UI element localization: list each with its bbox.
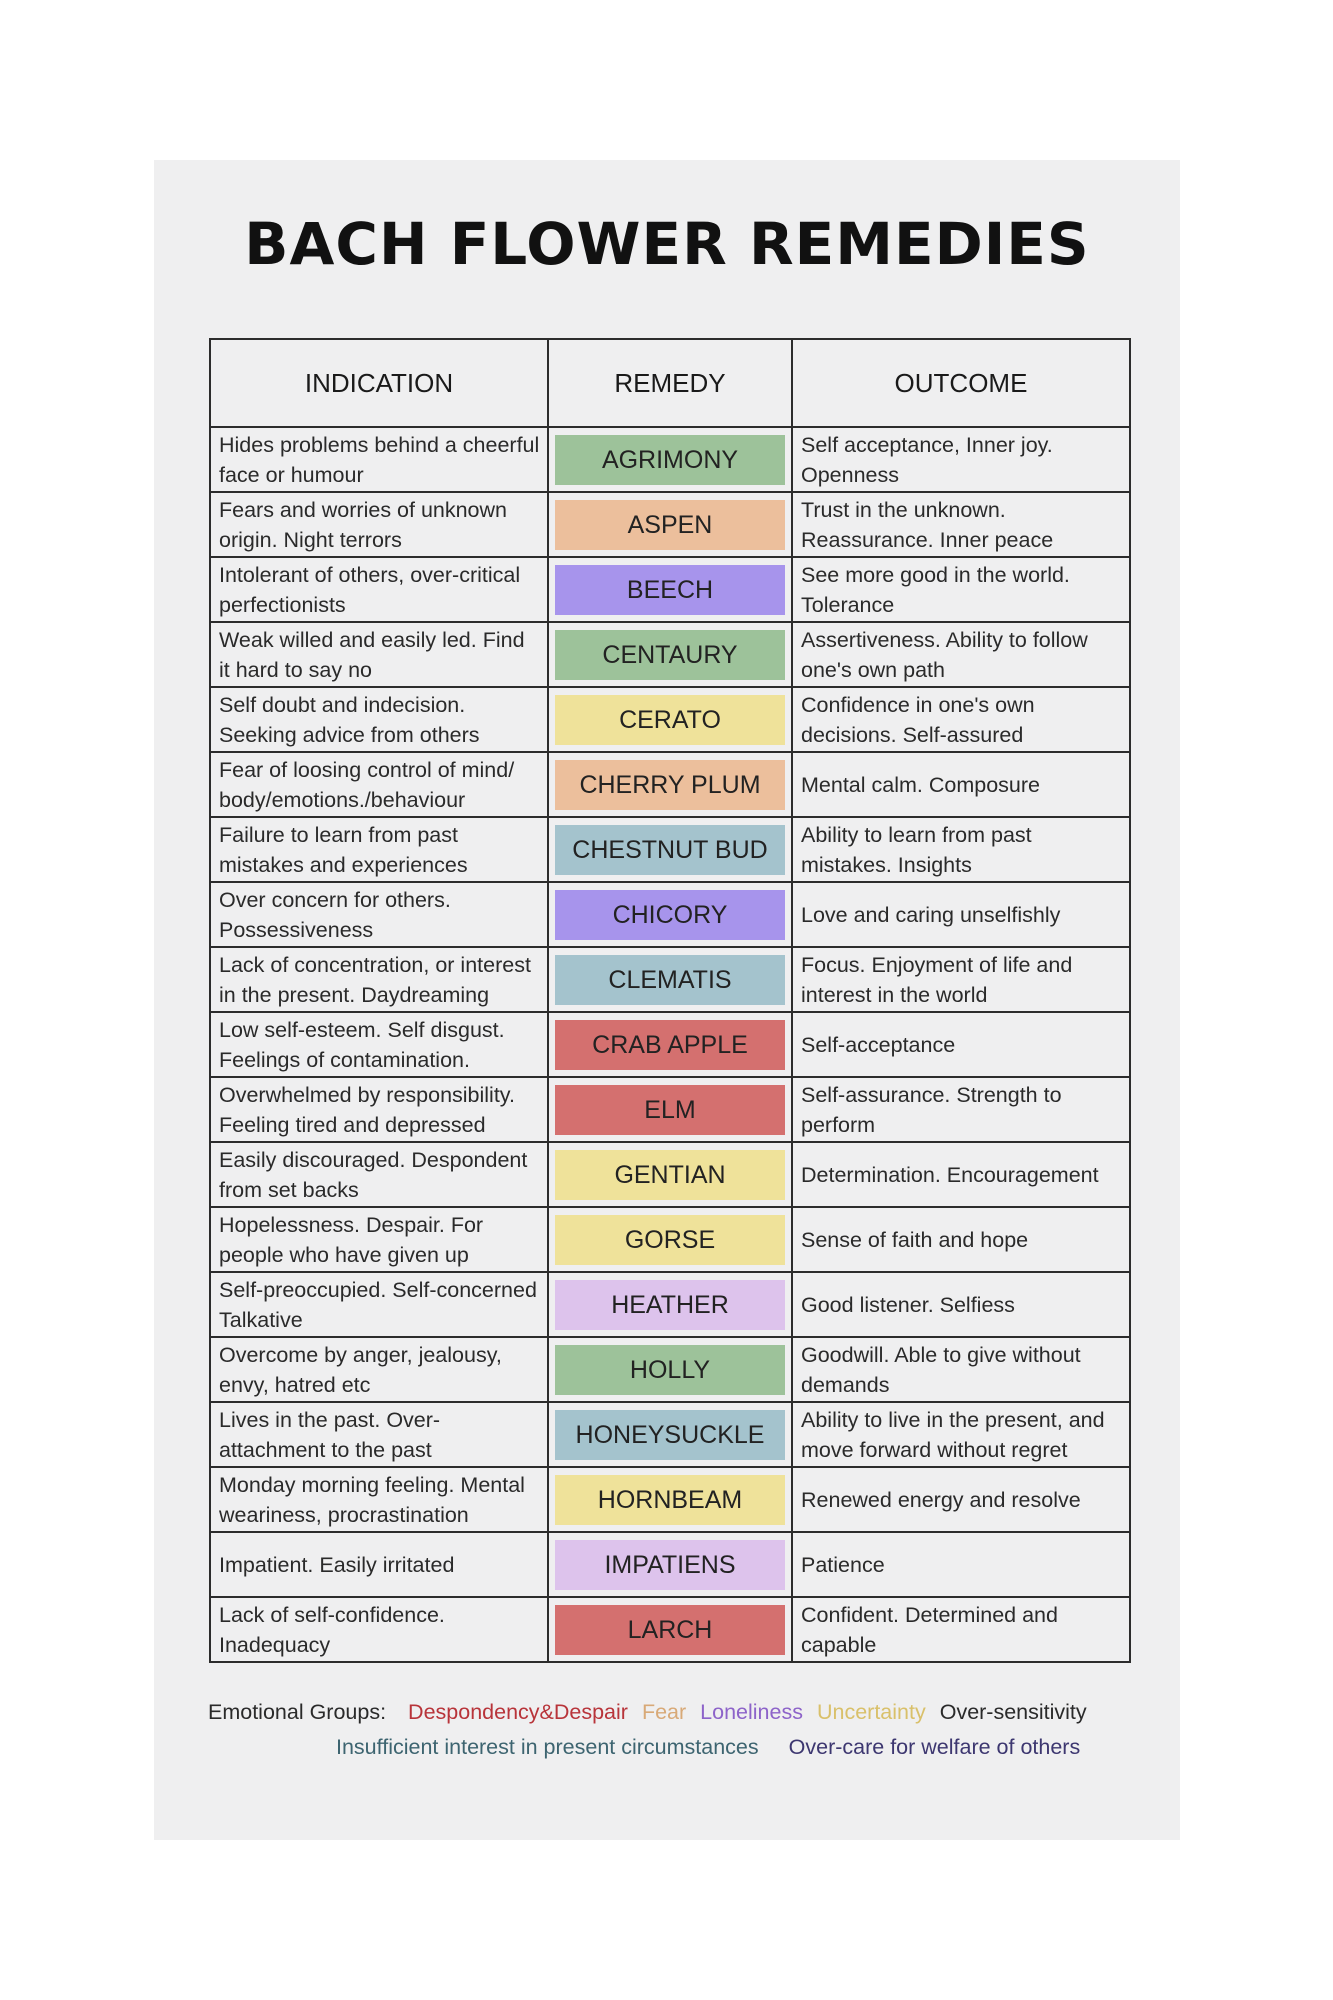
indication-cell: Intolerant of others, over-critical perfectionists xyxy=(210,557,548,622)
remedy-cell xyxy=(548,947,792,1012)
remedy-label: CRAB APPLE xyxy=(555,1020,785,1070)
column-header-remedy: REMEDY xyxy=(548,339,792,427)
indication-cell: Weak willed and easily led. Find it hard to say no xyxy=(210,622,548,687)
remedy-label: CERATO xyxy=(555,695,785,745)
table-row xyxy=(210,427,1130,492)
remedy-cell xyxy=(548,1337,792,1402)
table-row xyxy=(210,1207,1130,1272)
outcome-cell: Self acceptance, Inner joy. Openness xyxy=(792,427,1130,492)
indication-cell: Lack of concentration, or interest in the present. Daydreaming xyxy=(210,947,548,1012)
outcome-cell: Good listener. Selfiess xyxy=(792,1272,1130,1337)
remedy-cell xyxy=(548,687,792,752)
outcome-cell: Goodwill. Able to give without demands xyxy=(792,1337,1130,1402)
indication-cell: Easily discouraged. Despondent from set backs xyxy=(210,1142,548,1207)
legend-label: Emotional Groups: xyxy=(208,1700,387,1724)
table-row xyxy=(210,882,1130,947)
indication-cell: Impatient. Easily irritated xyxy=(210,1532,548,1597)
table-row xyxy=(210,492,1130,557)
indication-cell: Lack of self-confidence. Inadequacy xyxy=(210,1597,548,1662)
remedy-label: CHERRY PLUM xyxy=(555,760,785,810)
remedy-cell xyxy=(548,1142,792,1207)
outcome-cell: Self-assurance. Strength to perform xyxy=(792,1077,1130,1142)
indication-cell: Over concern for others. Possessiveness xyxy=(210,882,548,947)
remedy-cell xyxy=(548,622,792,687)
outcome-cell: Mental calm. Composure xyxy=(792,752,1130,817)
indication-cell: Lives in the past. Over-attachment to the past xyxy=(210,1402,548,1467)
table-row xyxy=(210,1597,1130,1662)
legend-group: Despondency&Despair xyxy=(408,1700,628,1724)
remedy-cell xyxy=(548,1532,792,1597)
outcome-cell: Focus. Enjoyment of life and interest in the world xyxy=(792,947,1130,1012)
remedy-cell xyxy=(548,817,792,882)
column-header-outcome: OUTCOME xyxy=(792,339,1130,427)
outcome-cell: Patience xyxy=(792,1532,1130,1597)
outcome-cell: Determination. Encouragement xyxy=(792,1142,1130,1207)
legend-row xyxy=(208,1700,1101,1725)
table-row xyxy=(210,1337,1130,1402)
legend-group: Fear xyxy=(641,1700,687,1724)
remedy-cell xyxy=(548,1467,792,1532)
table-row xyxy=(210,947,1130,1012)
remedy-cell xyxy=(548,882,792,947)
remedy-label: GORSE xyxy=(555,1215,785,1265)
remedy-label: IMPATIENS xyxy=(555,1540,785,1590)
table-row xyxy=(210,622,1130,687)
outcome-cell: See more good in the world. Tolerance xyxy=(792,557,1130,622)
indication-cell: Failure to learn from past mistakes and experiences xyxy=(210,817,548,882)
remedy-label: CHICORY xyxy=(555,890,785,940)
legend-group: Loneliness xyxy=(700,1700,803,1724)
remedy-label: GENTIAN xyxy=(555,1150,785,1200)
remedy-cell xyxy=(548,1597,792,1662)
remedy-cell xyxy=(548,557,792,622)
remedy-cell xyxy=(548,1077,792,1142)
legend-group: Uncertainty xyxy=(816,1700,926,1724)
indication-cell: Overwhelmed by responsibility. Feeling tired and depressed xyxy=(210,1077,548,1142)
table-row xyxy=(210,1532,1130,1597)
remedy-cell xyxy=(548,1402,792,1467)
table-row xyxy=(210,1467,1130,1532)
outcome-cell: Trust in the unknown. Reassurance. Inner peace xyxy=(792,492,1130,557)
remedy-cell xyxy=(548,427,792,492)
table-row xyxy=(210,1142,1130,1207)
indication-cell: Low self-esteem. Self disgust. Feelings of contamination. xyxy=(210,1012,548,1077)
remedy-label: HEATHER xyxy=(555,1280,785,1330)
indication-cell: Fears and worries of unknown origin. Night terrors xyxy=(210,492,548,557)
outcome-cell: Ability to learn from past mistakes. Insights xyxy=(792,817,1130,882)
outcome-cell: Renewed energy and resolve xyxy=(792,1467,1130,1532)
table-row xyxy=(210,1077,1130,1142)
remedy-label: AGRIMONY xyxy=(555,435,785,485)
remedy-label: BEECH xyxy=(555,565,785,615)
outcome-cell: Confidence in one's own decisions. Self-assured xyxy=(792,687,1130,752)
outcome-cell: Sense of faith and hope xyxy=(792,1207,1130,1272)
table-row xyxy=(210,1402,1130,1467)
legend-group: Over-care for welfare of others xyxy=(788,1735,1081,1759)
indication-cell: Hides problems behind a cheerful face or humour xyxy=(210,427,548,492)
indication-cell: Hopelessness. Despair. For people who have given up xyxy=(210,1207,548,1272)
table-row xyxy=(210,1012,1130,1077)
poster xyxy=(154,160,1180,1840)
remedy-label: ASPEN xyxy=(555,500,785,550)
indication-cell: Self-preoccupied. Self-concerned Talkative xyxy=(210,1272,548,1337)
page-title: BACH FLOWER REMEDIES xyxy=(244,210,1090,278)
outcome-cell: Assertiveness. Ability to follow one's own path xyxy=(792,622,1130,687)
remedy-label: CLEMATIS xyxy=(555,955,785,1005)
table-header-row xyxy=(210,339,1130,427)
remedies-table xyxy=(209,338,1131,1663)
legend-group: Over-sensitivity xyxy=(939,1700,1087,1724)
table-row xyxy=(210,817,1130,882)
table-row xyxy=(210,687,1130,752)
table-row xyxy=(210,1272,1130,1337)
table-row xyxy=(210,752,1130,817)
remedy-label: HORNBEAM xyxy=(555,1475,785,1525)
indication-cell: Self doubt and indecision. Seeking advice from others xyxy=(210,687,548,752)
remedy-label: LARCH xyxy=(555,1605,785,1655)
outcome-cell: Confident. Determined and capable xyxy=(792,1597,1130,1662)
remedy-cell xyxy=(548,1012,792,1077)
indication-cell: Fear of loosing control of mind/ body/emotions./behaviour xyxy=(210,752,548,817)
outcome-cell: Love and caring unselfishly xyxy=(792,882,1130,947)
remedy-label: ELM xyxy=(555,1085,785,1135)
indication-cell: Overcome by anger, jealousy, envy, hatred etc xyxy=(210,1337,548,1402)
table-row xyxy=(210,557,1130,622)
indication-cell: Monday morning feeling. Mental weariness, procrastination xyxy=(210,1467,548,1532)
column-header-indication: INDICATION xyxy=(210,339,548,427)
remedy-label: CHESTNUT BUD xyxy=(555,825,785,875)
outcome-cell: Ability to live in the present, and move forward without regret xyxy=(792,1402,1130,1467)
remedy-cell xyxy=(548,1207,792,1272)
legend-row xyxy=(336,1735,1094,1760)
remedy-label: HOLLY xyxy=(555,1345,785,1395)
remedy-cell xyxy=(548,1272,792,1337)
remedy-label: CENTAURY xyxy=(555,630,785,680)
remedy-label: HONEYSUCKLE xyxy=(555,1410,785,1460)
remedy-cell xyxy=(548,492,792,557)
legend-group: Insufficient interest in present circumstances xyxy=(336,1735,759,1759)
outcome-cell: Self-acceptance xyxy=(792,1012,1130,1077)
remedy-cell xyxy=(548,752,792,817)
